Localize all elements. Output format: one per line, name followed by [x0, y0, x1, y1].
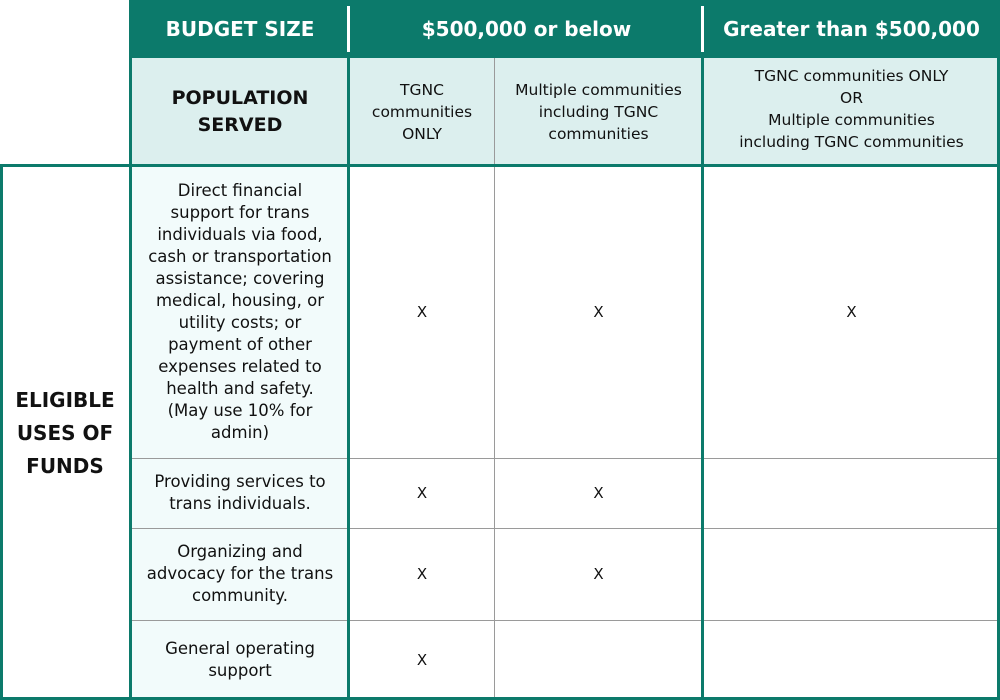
use-text-line: utility costs; or	[178, 313, 302, 332]
border-line	[130, 164, 1000, 167]
border-line	[0, 164, 3, 700]
header-divider	[701, 6, 704, 52]
either-communities-header	[703, 58, 1000, 166]
use-text-line: community.	[192, 586, 288, 605]
mark-cell	[494, 620, 703, 700]
population-label-line: SERVED	[197, 114, 283, 136]
tgnc-only-line: ONLY	[402, 125, 442, 143]
use-text-line: support for trans	[170, 203, 310, 222]
below-500k-header	[350, 0, 703, 58]
use-text-line: Direct financial	[177, 181, 303, 200]
mark-cell	[703, 166, 1000, 458]
x-mark: X	[593, 484, 604, 502]
tgnc-only-header	[350, 58, 494, 166]
use-text-line: advocacy for the trans	[146, 564, 334, 583]
mark-cell	[350, 458, 494, 528]
use-text-line: support	[208, 661, 272, 680]
tgnc-only-line: communities	[371, 103, 473, 121]
border-line	[129, 0, 132, 700]
mark-cell	[703, 528, 1000, 620]
eligible-uses-line: ELIGIBLE	[15, 387, 115, 412]
use-text-line: General operating	[165, 639, 315, 658]
use-text-line: payment of other	[168, 335, 312, 354]
use-text-line: individuals via food,	[157, 225, 323, 244]
either-line: TGNC communities ONLY	[754, 67, 949, 85]
border-line	[347, 58, 350, 700]
below-500k-label: $500,000 or below	[421, 17, 632, 41]
x-mark: X	[593, 303, 604, 321]
x-mark: X	[416, 303, 428, 321]
use-text-line: Providing services to	[154, 472, 326, 491]
multiple-line: communities	[548, 125, 649, 143]
use-direct-financial-support	[130, 166, 350, 458]
grid-line	[494, 58, 495, 700]
eligible-uses-line: USES OF	[16, 420, 114, 445]
either-line: OR	[840, 89, 863, 107]
above-500k-header	[703, 0, 1000, 58]
use-text-line: (May use 10% for	[167, 401, 313, 420]
mark-cell	[494, 528, 703, 620]
population-served-header	[130, 58, 350, 166]
x-mark: X	[416, 484, 428, 502]
eligible-uses-header	[0, 166, 130, 700]
grid-line	[130, 528, 1000, 529]
budget-size-label: BUDGET SIZE	[165, 17, 315, 41]
population-label-line: POPULATION	[171, 87, 309, 109]
use-text-line: Organizing and	[177, 542, 303, 561]
use-organizing-advocacy	[130, 528, 350, 620]
x-mark: X	[846, 303, 857, 321]
use-text-line: trans individuals.	[169, 494, 311, 513]
use-text-line: assistance; covering	[155, 269, 325, 288]
mark-cell	[703, 620, 1000, 700]
mark-cell	[494, 166, 703, 458]
multiple-line: Multiple communities	[515, 81, 682, 99]
multiple-line: including TGNC	[538, 103, 659, 121]
use-text-line: cash or transportation	[148, 247, 332, 266]
border-line	[701, 58, 704, 700]
x-mark: X	[416, 565, 428, 583]
tgnc-only-line: TGNC	[400, 81, 444, 99]
mark-cell	[350, 620, 494, 700]
use-providing-services	[130, 458, 350, 528]
mark-cell	[703, 458, 1000, 528]
header-divider	[347, 6, 350, 52]
use-text-line: medical, housing, or	[155, 291, 325, 310]
either-line: Multiple communities	[768, 111, 935, 129]
budget-size-header	[130, 0, 350, 58]
grid-line	[130, 458, 1000, 459]
mark-cell	[350, 528, 494, 620]
eligible-uses-line: FUNDS	[26, 453, 104, 478]
either-line: including TGNC communities	[739, 133, 964, 151]
multiple-communities-header	[494, 58, 703, 166]
x-mark: X	[416, 651, 428, 669]
mark-cell	[494, 458, 703, 528]
use-text-line: admin)	[210, 423, 270, 442]
use-text-line: expenses related to	[158, 357, 322, 376]
use-text-line: health and safety.	[166, 379, 314, 398]
x-mark: X	[593, 565, 604, 583]
mark-cell	[350, 166, 494, 458]
grid-line	[130, 620, 1000, 621]
border-line	[0, 164, 130, 167]
use-general-operating	[130, 620, 350, 700]
above-500k-label: Greater than $500,000	[723, 17, 980, 41]
